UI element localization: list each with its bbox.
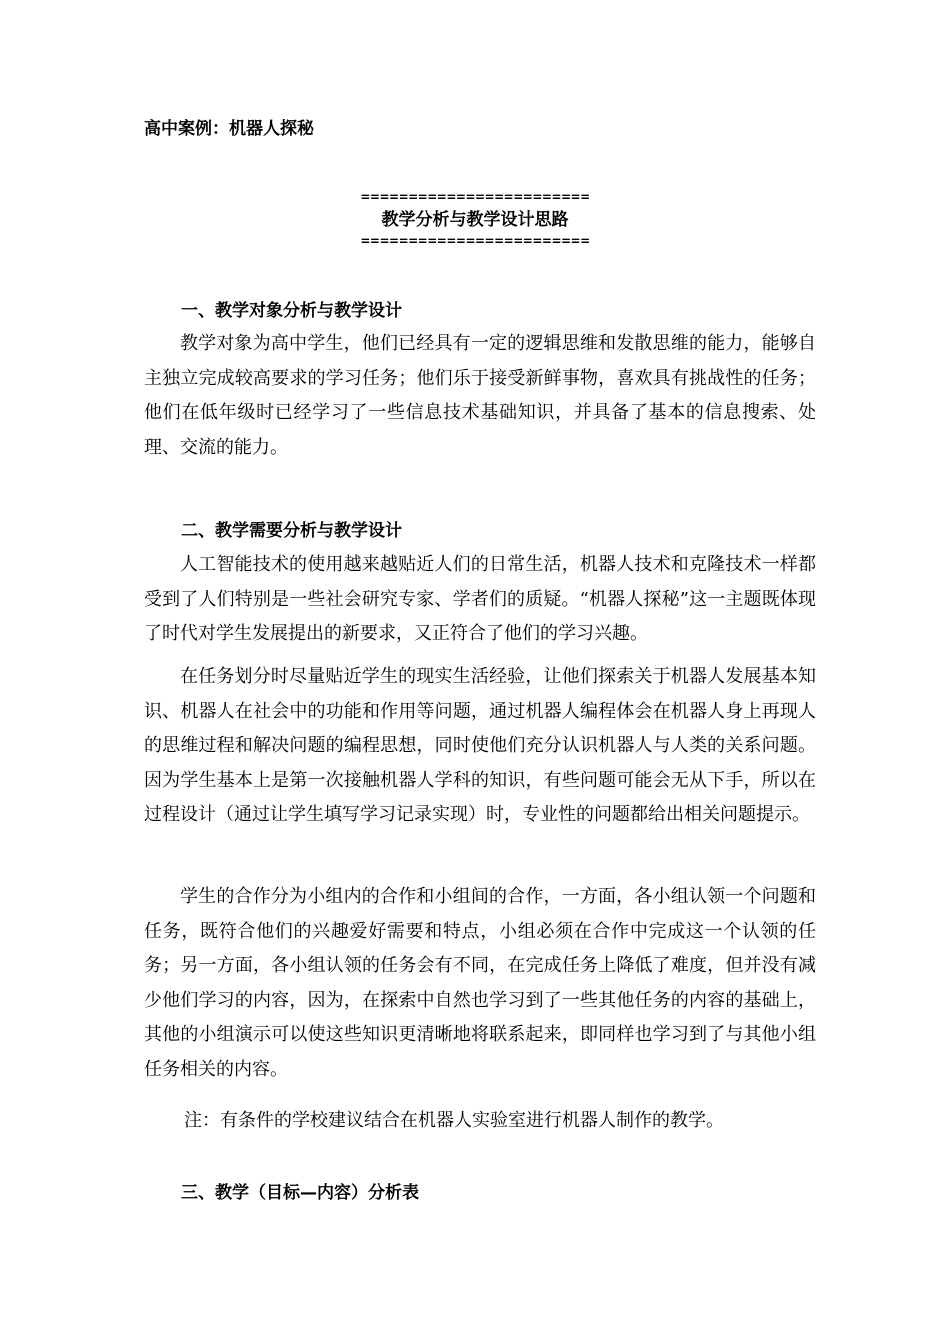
section-banner (0, 191, 950, 247)
section-heading: 一、教学对象分析与教学设计 (181, 301, 402, 321)
section-heading: 二、教学需要分析与教学设计 (181, 521, 402, 541)
section-heading: 三、教学（目标—内容）分析表 (181, 1183, 419, 1203)
banner-rule-bottom: ======================== (360, 234, 590, 248)
document-title: 高中案例：机器人探秘 (144, 119, 314, 139)
paragraph: 教学对象为高中学生，他们已经具有一定的逻辑思维和发散思维的能力，能够自主独立完成较高要求的学习任务；他们乐于接受新鲜事物，喜欢具有挑战性的任务；他们在低年级时已经学习了一些信息技术基础知识，并具备了基本的信息搜索、处理、交流的能力。 (144, 333, 816, 458)
paragraph: 在任务划分时尽量贴近学生的现实生活经验，让他们探索关于机器人发展基本知识、机器人在社会中的功能和作用等问题，通过机器人编程体会在机器人身上再现人的思维过程和解决问题的编程思想，同时使他们充分认识机器人与人类的关系问题。因为学生基本上是第一次接触机器人学科的知识，有些问题可能会无从下手，所以在过程设计（通过让学生填写学习记录实现）时，专业性的问题都给出相关问题提示。 (144, 666, 816, 825)
banner-title: 教学分析与教学设计思路 (381, 210, 569, 230)
paragraph: 学生的合作分为小组内的合作和小组间的合作，一方面，各小组认领一个问题和任务，既符合他们的兴趣爱好需要和特点，小组必须在合作中完成这一个认领的任务；另一方面，各小组认领的任务会有不同，在完成任务上降低了难度，但并没有减少他们学习的内容，因为，在探索中自然也学习到了一些其他任务的内容的基础上，其他的小组演示可以使这些知识更清晰地将联系起来，即同样也学习到了与其他小组任务相关的内容。 (144, 886, 816, 1080)
paragraph: 人工智能技术的使用越来越贴近人们的日常生活，机器人技术和克隆技术一样都受到了人们特别是一些社会研究专家、学者们的质疑。“机器人探秘”这一主题既体现了时代对学生发展提出的新要求，又正符合了他们的学习兴趣。 (144, 554, 816, 644)
note-text: 注：有条件的学校建议结合在机器人实验室进行机器人制作的教学。 (184, 1110, 724, 1131)
banner-rule-top: ======================== (360, 190, 590, 204)
